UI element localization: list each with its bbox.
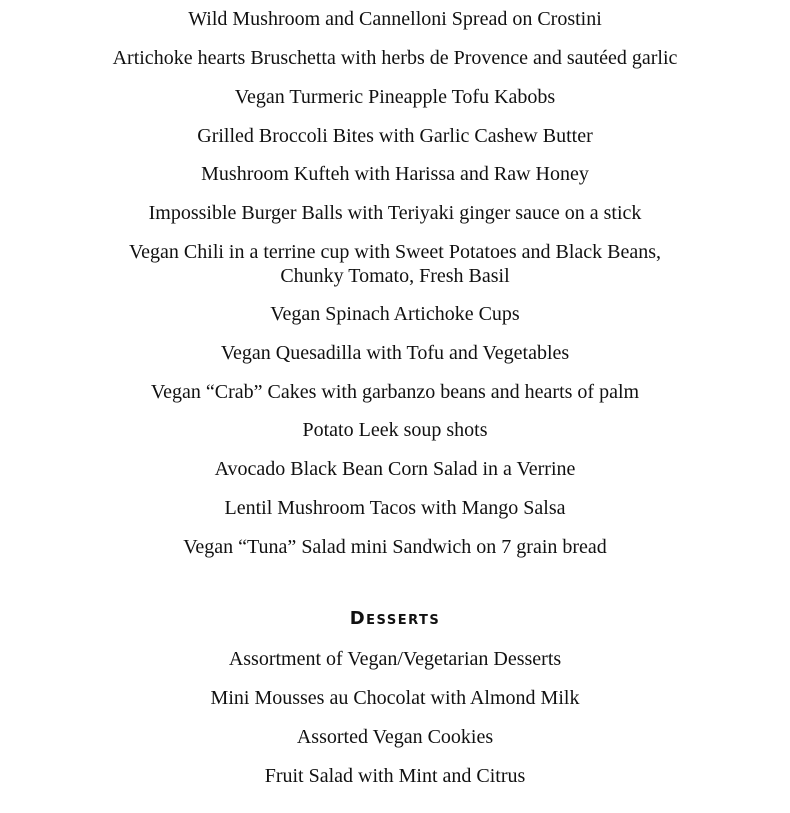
- dessert-item: Assorted Vegan Cookies: [296, 726, 494, 748]
- desserts-heading: Desserts: [349, 608, 441, 629]
- menu-item-line: Chunky Tomato, Fresh Basil: [280, 265, 510, 287]
- menu-item: Lentil Mushroom Tacos with Mango Salsa: [224, 497, 566, 519]
- menu-item: Grilled Broccoli Bites with Garlic Cashew Butter: [197, 125, 593, 147]
- dessert-item: Mini Mousses au Chocolat with Almond Milk: [210, 687, 580, 709]
- menu-item: Avocado Black Bean Corn Salad in a Verrine: [214, 458, 576, 480]
- dessert-item: Fruit Salad with Mint and Citrus: [264, 765, 526, 787]
- menu-item: Artichoke hearts Bruschetta with herbs de Provence and sautéed garlic: [112, 47, 678, 69]
- dessert-item: Assortment of Vegan/Vegetarian Desserts: [228, 648, 562, 670]
- menu-item: Impossible Burger Balls with Teriyaki ginger sauce on a stick: [148, 202, 642, 224]
- menu-item: Vegan Spinach Artichoke Cups: [270, 303, 520, 325]
- menu-item-line: Vegan Chili in a terrine cup with Sweet Potatoes and Black Beans,: [128, 241, 662, 263]
- menu-item: Vegan Quesadilla with Tofu and Vegetables: [220, 342, 570, 364]
- menu-item: Wild Mushroom and Cannelloni Spread on Crostini: [188, 8, 602, 30]
- menu-item: Vegan Turmeric Pineapple Tofu Kabobs: [234, 86, 556, 108]
- menu-item-two-line: [0, 240, 790, 288]
- menu-item: Mushroom Kufteh with Harissa and Raw Honey: [201, 163, 589, 185]
- menu-item: Vegan “Tuna” Salad mini Sandwich on 7 grain bread: [183, 536, 607, 558]
- menu-item: Vegan “Crab” Cakes with garbanzo beans and hearts of palm: [150, 381, 640, 403]
- menu-item: Potato Leek soup shots: [302, 419, 488, 441]
